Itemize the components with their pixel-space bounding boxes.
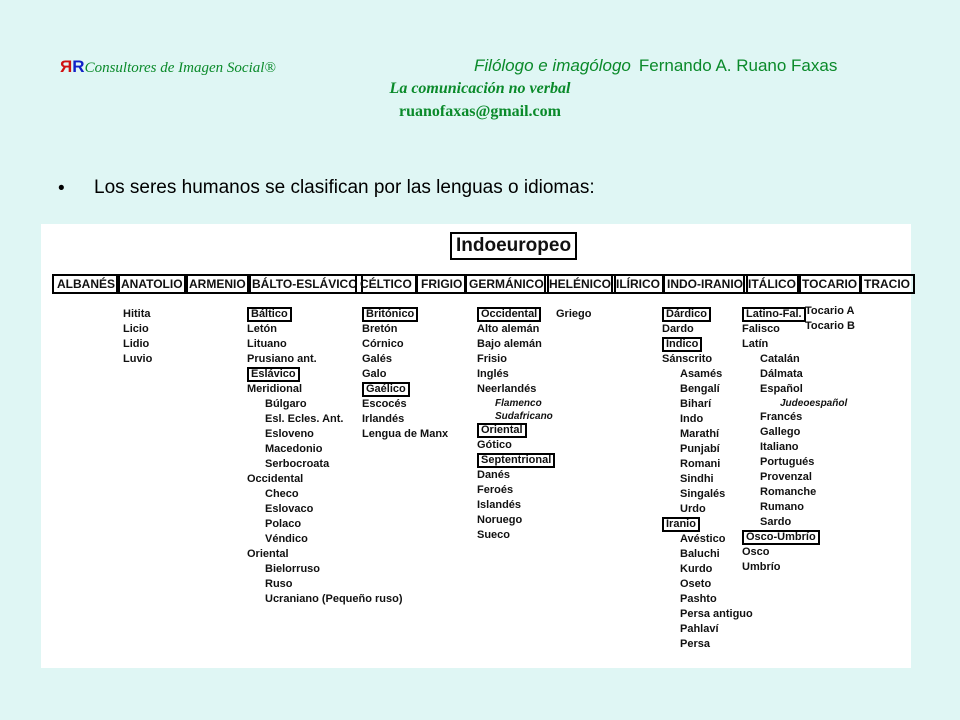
bullet-marker: • bbox=[58, 178, 65, 199]
list-item: Galés bbox=[362, 353, 392, 365]
subgroup-label: Occidental bbox=[477, 307, 541, 322]
list-item: Esloveno bbox=[265, 428, 314, 440]
list-item: Inglés bbox=[477, 368, 509, 380]
list-item: Véndico bbox=[265, 533, 308, 545]
list-item: Sueco bbox=[477, 529, 511, 541]
list-item: Griego bbox=[556, 308, 592, 320]
list-item: Persa bbox=[680, 638, 710, 650]
list-item: Oriental bbox=[247, 548, 289, 560]
subgroup-label: Iranio bbox=[662, 517, 700, 532]
list-item: Bielorruso bbox=[265, 563, 321, 575]
list-item: Portugués bbox=[760, 456, 815, 468]
list-item: Luvio bbox=[123, 353, 153, 365]
list-item: Bretón bbox=[362, 323, 398, 335]
list-item: Pahlaví bbox=[680, 623, 719, 635]
list-item: Serbocroata bbox=[265, 458, 330, 470]
subgroup-label: Britónico bbox=[362, 307, 418, 322]
author-line bbox=[474, 56, 837, 76]
list-item: Dardo bbox=[662, 323, 694, 335]
family-balto-eslavico: BÁLTO-ESLÁVICO bbox=[247, 274, 363, 294]
family-helenico: HELÉNICO bbox=[544, 274, 616, 294]
list-item: Alto alemán bbox=[477, 323, 540, 335]
germanico-list bbox=[477, 307, 555, 543]
family-frigio: FRIGIO bbox=[416, 274, 467, 294]
anatolio-list bbox=[123, 307, 152, 367]
list-item: Sánscrito bbox=[662, 353, 713, 365]
list-item: Escocés bbox=[362, 398, 407, 410]
tocario-list bbox=[805, 304, 855, 334]
list-item: Ucraniano (Pequeño ruso) bbox=[265, 593, 403, 605]
bullet-text: Los seres humanos se clasifican por las lenguas o idiomas: bbox=[94, 177, 595, 198]
list-item: Noruego bbox=[477, 514, 523, 526]
list-item: Tocario B bbox=[805, 320, 855, 332]
list-item: Búlgaro bbox=[265, 398, 307, 410]
list-item: Bajo alemán bbox=[477, 338, 542, 350]
subgroup-label: Gaélico bbox=[362, 382, 410, 397]
subgroup-label: Oriental bbox=[477, 423, 527, 438]
brand-r-reversed: R bbox=[60, 57, 73, 76]
list-item: Francés bbox=[760, 411, 803, 423]
list-item: Islandés bbox=[477, 499, 522, 511]
list-item: Gótico bbox=[477, 439, 512, 451]
list-item: Biharí bbox=[680, 398, 712, 410]
family-germanico: GERMÁNICO bbox=[464, 274, 549, 294]
family-italico: ITÁLICO bbox=[743, 274, 801, 294]
list-item: Avéstico bbox=[680, 533, 726, 545]
list-item: Flamenco bbox=[495, 398, 542, 409]
list-item: Hitita bbox=[123, 308, 151, 320]
list-item: Licio bbox=[123, 323, 149, 335]
family-celtico: CÉLTICO bbox=[355, 274, 417, 294]
list-item: Frisio bbox=[477, 353, 507, 365]
family-ilirico: ILÍRICO bbox=[611, 274, 665, 294]
subgroup-label: Eslávico bbox=[247, 367, 300, 382]
list-item: Meridional bbox=[247, 383, 303, 395]
list-item: Falisco bbox=[742, 323, 780, 335]
list-item: Marathí bbox=[680, 428, 720, 440]
list-item: Dálmata bbox=[760, 368, 803, 380]
subgroup-label: Latino-Fal. bbox=[742, 307, 806, 322]
root-node: Indoeuropeo bbox=[450, 232, 577, 260]
family-tocario: TOCARIO bbox=[797, 274, 862, 294]
list-item: Danés bbox=[477, 469, 511, 481]
list-item: Rumano bbox=[760, 501, 804, 513]
list-item: Catalán bbox=[760, 353, 800, 365]
list-item: Osco bbox=[742, 546, 770, 558]
list-item: Indo bbox=[680, 413, 704, 425]
list-item: Umbrío bbox=[742, 561, 781, 573]
email: ruanofaxas@gmail.com bbox=[399, 103, 561, 120]
list-item: Lituano bbox=[247, 338, 287, 350]
list-item: Occidental bbox=[247, 473, 304, 485]
subgroup-label: Índico bbox=[662, 337, 702, 352]
subgroup-label: Dárdico bbox=[662, 307, 711, 322]
list-item: Gallego bbox=[760, 426, 801, 438]
subgroup-label: Osco-Umbrío bbox=[742, 530, 820, 545]
list-item: Singalés bbox=[680, 488, 726, 500]
list-item: Español bbox=[760, 383, 803, 395]
list-item: Romani bbox=[680, 458, 721, 470]
list-item: Lengua de Manx bbox=[362, 428, 449, 440]
list-item: Asamés bbox=[680, 368, 723, 380]
list-item: Persa antiguo bbox=[680, 608, 753, 620]
celtico-list bbox=[362, 307, 448, 442]
indo-iranio-list bbox=[662, 307, 753, 652]
list-item: Sindhi bbox=[680, 473, 714, 485]
list-item: Esl. Ecles. Ant. bbox=[265, 413, 344, 425]
list-item: Córnico bbox=[362, 338, 404, 350]
list-item: Romanche bbox=[760, 486, 817, 498]
list-item: Punjabí bbox=[680, 443, 720, 455]
list-item: Prusiano ant. bbox=[247, 353, 317, 365]
list-item: Neerlandés bbox=[477, 383, 537, 395]
list-item: Feroés bbox=[477, 484, 514, 496]
list-item: Provenzal bbox=[760, 471, 812, 483]
list-item: Italiano bbox=[760, 441, 799, 453]
brand-text: Consultores de Imagen Social® bbox=[84, 60, 276, 76]
helenico-list bbox=[556, 307, 591, 322]
list-item: Irlandés bbox=[362, 413, 405, 425]
brand-r: R bbox=[72, 57, 85, 76]
list-item: Baluchi bbox=[680, 548, 720, 560]
list-item: Letón bbox=[247, 323, 277, 335]
list-item: Bengalí bbox=[680, 383, 720, 395]
subgroup-label: Báltico bbox=[247, 307, 292, 322]
family-armenio: ARMENIO bbox=[184, 274, 251, 294]
author-role: Filólogo e imagólogo bbox=[474, 56, 631, 75]
list-item: Sudafricano bbox=[495, 411, 553, 422]
list-item: Pashto bbox=[680, 593, 717, 605]
list-item: Oseto bbox=[680, 578, 712, 590]
list-item: Kurdo bbox=[680, 563, 713, 575]
list-item: Eslovaco bbox=[265, 503, 314, 515]
subtitle: La comunicación no verbal bbox=[389, 80, 571, 97]
list-item: Macedonio bbox=[265, 443, 323, 455]
family-albanes: ALBANÉS bbox=[52, 274, 120, 294]
list-item: Tocario A bbox=[805, 305, 855, 317]
list-item: Polaco bbox=[265, 518, 302, 530]
list-item: Ruso bbox=[265, 578, 293, 590]
family-anatolio: ANATOLIO bbox=[116, 274, 188, 294]
list-item: Checo bbox=[265, 488, 299, 500]
list-item: Judeoespañol bbox=[780, 398, 848, 409]
brand-logo bbox=[60, 57, 276, 77]
list-item: Lidio bbox=[123, 338, 150, 350]
language-tree-figure bbox=[41, 224, 911, 668]
list-item: Urdo bbox=[680, 503, 706, 515]
list-item: Galo bbox=[362, 368, 387, 380]
subgroup-label: Septentrional bbox=[477, 453, 555, 468]
italico-list bbox=[742, 307, 847, 575]
family-indo-iranio: INDO-IRANIO bbox=[662, 274, 748, 294]
list-item: Latín bbox=[742, 338, 769, 350]
author-name: Fernando A. Ruano Faxas bbox=[638, 56, 838, 75]
family-tracio: TRACIO bbox=[859, 274, 915, 294]
list-item: Sardo bbox=[760, 516, 792, 528]
